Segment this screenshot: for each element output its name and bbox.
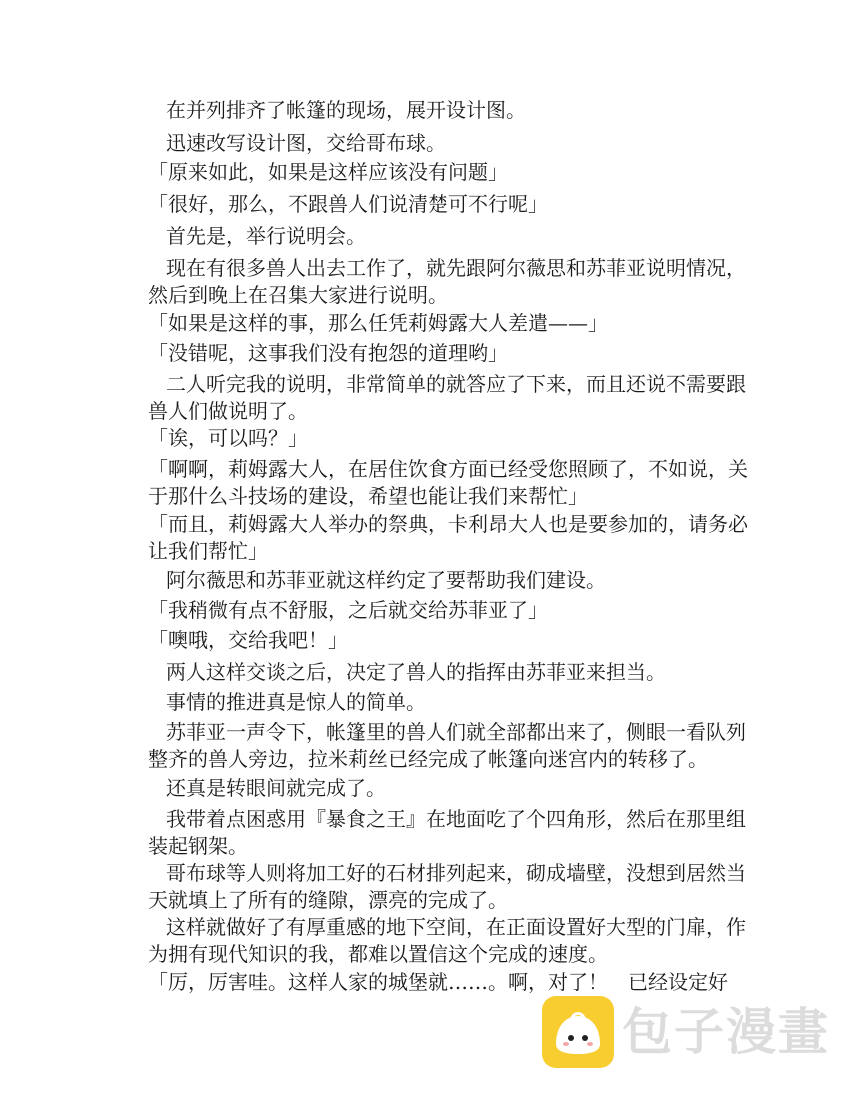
paragraph: 事情的推进真是惊人的简单。	[166, 690, 426, 714]
dialogue-line: 「啊啊，莉姆露大人，在居住饮食方面已经受您照顾了，不如说，关于那什么斗技场的建设，希望也能让我们来帮忙」	[148, 457, 748, 508]
dialogue-line: 「噢哦，交给我吧！」	[148, 628, 348, 652]
watermark-text: 包子漫畫	[622, 1003, 830, 1061]
paragraph: 苏菲亚一声令下，帐篷里的兽人们就全部都出来了，侧眼一看队列整齐的兽人旁边，拉米莉丝已经完成了帐篷向迷宫内的转移了。	[148, 720, 746, 771]
paragraph: 首先是，举行说明会。	[166, 224, 366, 248]
paragraph: 我带着点困惑用『暴食之王』在地面吃了个四角形，然后在那里组装起钢架。	[148, 807, 746, 858]
paragraph: 这样就做好了有厚重感的地下空间，在正面设置好大型的门扉，作为拥有现代知识的我，都难以置信这个完成的速度。	[148, 915, 746, 966]
paragraph: 二人听完我的说明，非常简单的就答应了下来，而且还说不需要跟兽人们做说明了。	[148, 372, 746, 423]
dialogue-line: 「诶，可以吗？」	[148, 426, 308, 450]
paragraph: 现在有很多兽人出去工作了，就先跟阿尔薇思和苏菲亚说明情况，然后到晚上在召集大家进行说明。	[148, 256, 746, 307]
dialogue-line: 「而且，莉姆露大人举办的祭典，卡利昂大人也是要参加的，请务必让我们帮忙」	[148, 512, 748, 563]
bun-mascot-icon	[542, 996, 614, 1068]
dialogue-line: 「很好，那么，不跟兽人们说清楚可不行呢」	[148, 192, 548, 216]
dialogue-line: 「我稍微有点不舒服，之后就交给苏菲亚了」	[148, 598, 548, 622]
paragraph: 还真是转眼间就完成了。	[166, 776, 386, 800]
paragraph: 在并列排齐了帐篷的现场，展开设计图。	[166, 98, 526, 122]
dialogue-line: 「如果是这样的事，那么任凭莉姆露大人差遣——」	[148, 311, 608, 335]
paragraph: 两人这样交谈之后，决定了兽人的指挥由苏菲亚来担当。	[166, 660, 666, 684]
dialogue-line: 「原来如此，如果是这样应该没有问题」	[148, 160, 508, 184]
paragraph: 迅速改写设计图，交给哥布球。	[166, 131, 446, 155]
paragraph: 阿尔薇思和苏菲亚就这样约定了要帮助我们建设。	[166, 568, 606, 592]
dialogue-line: 「没错呢，这事我们没有抱怨的道理哟」	[148, 341, 508, 365]
dialogue-line: 「厉，厉害哇。这样人家的城堡就……。啊，对了！ 已经设定好	[148, 970, 728, 994]
paragraph: 哥布球等人则将加工好的石材排列起来，砌成墙壁，没想到居然当天就填上了所有的缝隙，漂亮的完成了。	[148, 861, 746, 912]
watermark	[542, 996, 832, 1068]
